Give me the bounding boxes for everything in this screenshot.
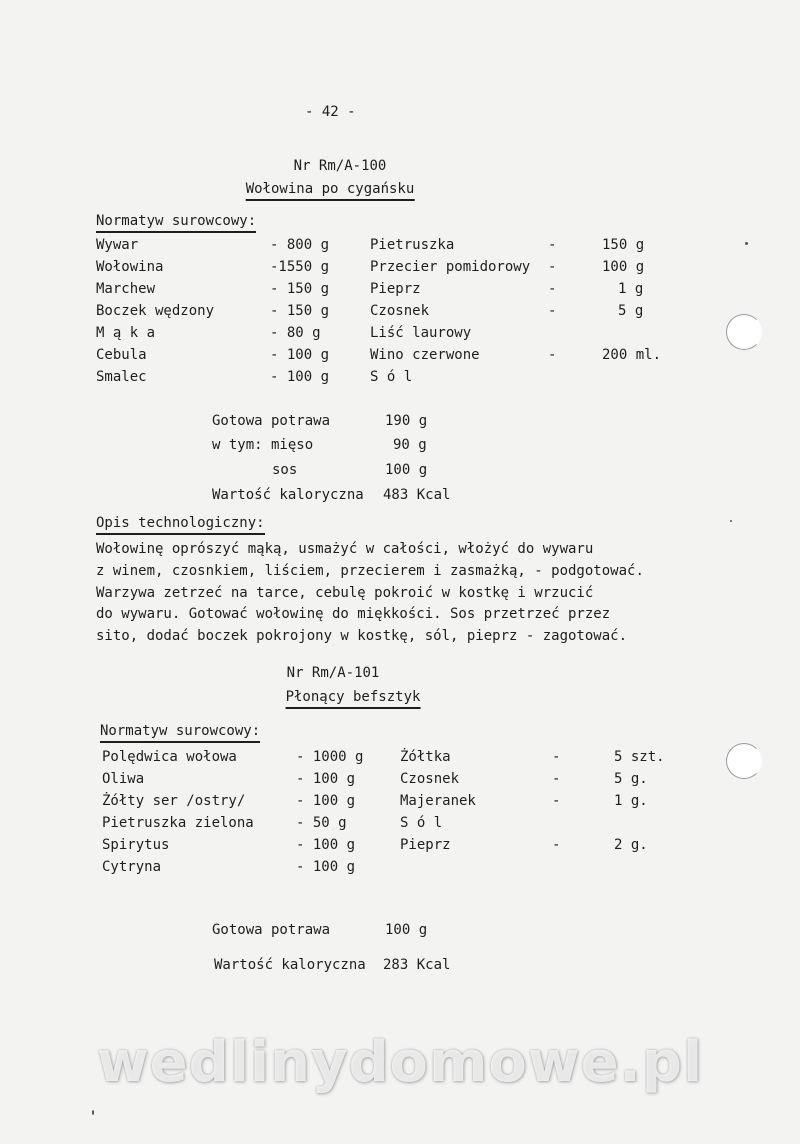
ingredient-name: Pietruszka zielona [102, 815, 254, 831]
ingredient-name: Wołowina [96, 259, 164, 275]
summary-value: 90 g [393, 437, 427, 453]
ingredient-name: Liść laurowy [370, 325, 472, 341]
ingredient-name: Pieprz [370, 281, 421, 297]
ingredient-qty: - 100 g [296, 793, 356, 809]
ingredient-qty: -1550 g [270, 259, 330, 275]
ingredient-qty: 1 g [618, 281, 644, 297]
ingredient-qty: - 800 g [270, 237, 330, 253]
punch-hole [726, 314, 762, 350]
ingredient-name: Wino czerwone [370, 347, 480, 363]
ingredient-name: Cytryna [102, 859, 162, 875]
ingredient-name: S ó l [370, 369, 413, 385]
ingredient-name: S ó l [400, 815, 443, 831]
ingredient-qty: - 100 g [296, 859, 356, 875]
ingredient-qty: - 150 g [270, 303, 330, 319]
speck [745, 242, 748, 245]
ingredient-qty: - 100 g [270, 347, 330, 363]
ingredient-dash: - [552, 793, 561, 809]
speck [92, 1110, 94, 1115]
ingredient-name: Pieprz [400, 837, 451, 853]
ingredient-name: Cebula [96, 347, 147, 363]
ingredient-name: Boczek wędzony [96, 303, 215, 319]
tech-line: Wołowinę oprószyć mąką, usmażyć w całości, włożyć do wywaru [96, 541, 594, 557]
ingredient-name: Spirytus [102, 837, 170, 853]
ingredient-name: M ą k a [96, 325, 156, 341]
ingredient-qty: 150 g [602, 237, 645, 253]
punch-hole [726, 743, 762, 779]
recipe-2-code: Nr Rm/A-101 [286, 665, 380, 681]
ingredient-dash: - [548, 281, 557, 297]
tech-line: z winem, czosnkiem, liściem, przecierem i zasmażką, - podgotować. [96, 563, 644, 579]
summary-label: Gotowa potrawa [212, 922, 331, 938]
ingredient-qty: 100 g [602, 259, 645, 275]
summary-label: Wartość kaloryczna [214, 957, 366, 973]
tech-line: sito, dodać boczek pokrojony w kostkę, sól, pieprz - zagotować. [96, 628, 628, 644]
ingredient-dash: - [548, 347, 557, 363]
recipe-1-title: Wołowina po cygańsku [246, 180, 415, 201]
recipe-1-norm-heading: Normatyw surowcowy: [96, 212, 256, 233]
ingredient-dash: - [552, 837, 561, 853]
speck [730, 520, 732, 522]
ingredient-dash: - [548, 237, 557, 253]
ingredient-name: Przecier pomidorowy [370, 259, 531, 275]
ingredient-name: Smalec [96, 369, 147, 385]
ingredient-name: Czosnek [400, 771, 460, 787]
ingredient-name: Czosnek [370, 303, 430, 319]
ingredient-qty: 5 g. [614, 771, 648, 787]
ingredient-name: Oliwa [102, 771, 145, 787]
summary-label: w tym: mięso [212, 437, 314, 453]
summary-value: 100 g [385, 922, 428, 938]
page-number: - 42 - [305, 104, 356, 120]
summary-label: Gotowa potrawa [212, 413, 331, 429]
ingredient-qty: 2 g. [614, 837, 648, 853]
ingredient-name: Majeranek [400, 793, 476, 809]
ingredient-name: Żółty ser /ostry/ [102, 793, 246, 809]
ingredient-dash: - [552, 749, 561, 765]
watermark: wedlinydomowe.pl [96, 1030, 704, 1095]
tech-line: do wywaru. Gotować wołowinę do miękkości. Sos przetrzeć przez [96, 606, 611, 622]
recipe-1-tech-heading: Opis technologiczny: [96, 514, 265, 535]
recipe-1-code: Nr Rm/A-100 [293, 158, 387, 174]
recipe-2-norm-heading: Normatyw surowcowy: [100, 722, 260, 743]
ingredient-qty: 200 ml. [602, 347, 662, 363]
ingredient-name: Marchew [96, 281, 156, 297]
ingredient-qty: - 100 g [296, 771, 356, 787]
ingredient-name: Żółtka [400, 749, 451, 765]
ingredient-name: Polędwica wołowa [102, 749, 237, 765]
recipe-2-title: Płonący befsztyk [286, 688, 421, 709]
ingredient-name: Pietruszka [370, 237, 455, 253]
ingredient-name: Wywar [96, 237, 139, 253]
ingredient-qty: - 80 g [270, 325, 321, 341]
summary-label: Wartość kaloryczna [212, 487, 364, 503]
ingredient-dash: - [548, 303, 557, 319]
ingredient-qty: 5 szt. [614, 749, 665, 765]
summary-value: 100 g [385, 462, 428, 478]
ingredient-qty: 5 g [618, 303, 644, 319]
summary-value: 483 Kcal [383, 487, 451, 503]
ingredient-qty: - 150 g [270, 281, 330, 297]
summary-label: sos [272, 462, 298, 478]
ingredient-dash: - [552, 771, 561, 787]
ingredient-qty: - 50 g [296, 815, 347, 831]
ingredient-qty: - 1000 g [296, 749, 364, 765]
ingredient-qty: 1 g. [614, 793, 648, 809]
tech-line: Warzywa zetrzeć na tarce, cebulę pokroić w kostkę i wrzucić [96, 585, 594, 601]
ingredient-qty: - 100 g [296, 837, 356, 853]
ingredient-dash: - [548, 259, 557, 275]
summary-value: 283 Kcal [383, 957, 451, 973]
ingredient-qty: - 100 g [270, 369, 330, 385]
summary-value: 190 g [385, 413, 428, 429]
